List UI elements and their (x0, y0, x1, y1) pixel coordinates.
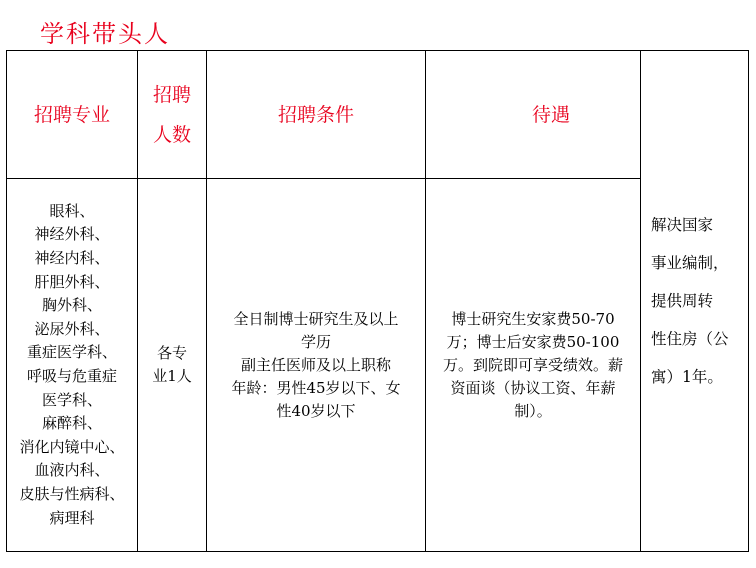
condition-line: 年龄：男性45岁以下、女 (231, 378, 401, 397)
housing-line: 提供周转 (651, 292, 714, 310)
count-line: 业1人 (152, 367, 192, 385)
page-title: 学科带头人 (40, 20, 170, 48)
major-item: 呼吸与危重症 (26, 367, 117, 385)
recruitment-table (6, 50, 749, 552)
major-item: 麻醉科、 (41, 414, 102, 433)
table-row (7, 179, 749, 552)
condition-line: 副主任医师及以上职称 (240, 355, 391, 374)
benefit-line: 万；博士后安家费50-100 (446, 332, 620, 351)
benefit-line: 万。到院即可享受绩效。薪 (442, 355, 623, 374)
condition-line: 全日制博士研究生及以上 (233, 309, 399, 328)
major-item: 泌尿外科、 (34, 319, 110, 338)
major-item: 肝胆外科、 (34, 272, 110, 291)
condition-line: 性40岁以下 (276, 401, 356, 420)
count-cell (138, 179, 207, 552)
benefit-line: 博士研究生安家费50-70 (451, 309, 615, 328)
housing-line: 寓）1年。 (651, 368, 723, 386)
header-major: 招聘专业 (7, 51, 138, 179)
conditions-cell (207, 179, 426, 552)
header-conditions: 招聘条件 (207, 51, 426, 179)
major-item: 医学科、 (41, 390, 102, 409)
majors-cell (7, 179, 138, 552)
header-count (138, 51, 207, 179)
benefit-line: 资面谈（协议工资、年薪 (450, 378, 616, 397)
header-benefits: 待遇 (426, 51, 641, 179)
major-item: 皮肤与性病科、 (19, 484, 125, 503)
major-item: 眼科、 (49, 201, 95, 220)
major-item: 病理科 (49, 508, 95, 527)
benefits-cell (426, 179, 641, 552)
table-header-row (7, 51, 749, 179)
housing-line: 性住房（公 (651, 330, 729, 348)
major-item: 胸外科、 (41, 296, 102, 315)
count-line: 各专 (156, 344, 187, 362)
header-count-line-2: 人数 (152, 123, 191, 146)
condition-line: 学历 (300, 332, 331, 351)
benefit-line: 制）。 (514, 401, 552, 420)
housing-line: 解决国家 (651, 216, 714, 234)
housing-line: 事业编制， (651, 254, 729, 272)
major-item: 血液内科、 (34, 461, 110, 480)
major-item: 重症医学科、 (26, 343, 117, 362)
major-item: 消化内镜中心、 (19, 437, 125, 456)
housing-cell (641, 51, 749, 552)
header-count-line-1: 招聘 (152, 83, 191, 106)
major-item: 神经外科、 (34, 225, 110, 244)
major-item: 神经内科、 (34, 249, 110, 268)
